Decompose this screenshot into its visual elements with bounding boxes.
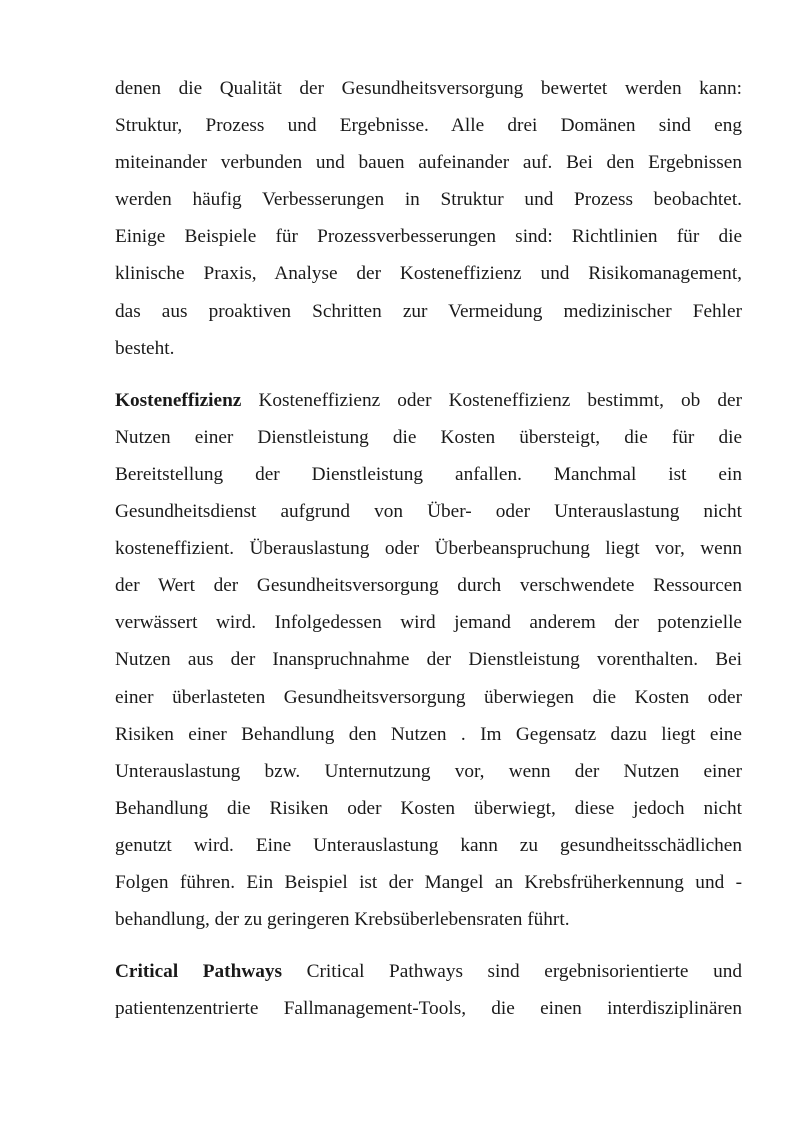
section-heading: Critical Pathways [115,961,283,983]
text-line: klinische Praxis, Analyse der Kosteneffizienz und Risikomanagement, [115,263,742,285]
text-line: verwässert wird. Infolgedessen wird jemand anderem der potenzielle [115,612,742,634]
text-line: Risiken einer Behandlung den Nutzen . Im Gegensatz dazu liegt eine [115,723,742,745]
text-run: Kosteneffizienz oder Kosteneffizienz bestimmt, ob der [241,389,742,411]
text-line: Bereitstellung der Dienstleistung anfallen. Manchmal ist ein [115,463,742,485]
text-line: der Wert der Gesundheitsversorgung durch verschwendete Ressourcen [115,575,742,597]
section-heading: Kosteneffizienz [115,389,242,411]
text-line: Behandlung die Risiken oder Kosten überwiegt, diese jedoch nicht [115,797,742,819]
text-line: einer überlasteten Gesundheitsversorgung überwiegen die Kosten oder [115,686,742,708]
paragraph-kosteneffizienz [115,382,742,938]
text-line: miteinander verbunden und bauen aufeinander auf. Bei den Ergebnissen [115,152,742,174]
text-line: besteht. [115,337,175,359]
text-line: Nutzen einer Dienstleistung die Kosten übersteigt, die für die [115,426,742,448]
text-line [115,382,742,419]
text-line [115,953,742,990]
text-line: Unterauslastung bzw. Unternutzung vor, wenn der Nutzen einer [115,760,742,782]
text-line: Gesundheitsdienst aufgrund von Über- oder Unterauslastung nicht [115,501,742,523]
text-line: werden häufig Verbesserungen in Struktur und Prozess beobachtet. [115,189,742,211]
text-line: das aus proaktiven Schritten zur Vermeidung medizinischer Fehler [115,300,742,322]
text-line: Einige Beispiele für Prozessverbesserungen sind: Richtlinien für die [115,226,742,248]
text-line: Nutzen aus der Inanspruchnahme der Dienstleistung vorenthalten. Bei [115,649,742,671]
text-line: denen die Qualität der Gesundheitsversorgung bewertet werden kann: [115,78,742,99]
text-line: Folgen führen. Ein Beispiel ist der Mangel an Krebsfrüherkennung und - [115,871,742,893]
paragraph-critical-pathways [115,953,742,1027]
text-line: patientenzentrierte Fallmanagement-Tools, die einen interdisziplinären [115,998,742,1020]
text-line: kosteneffizient. Überauslastung oder Überbeanspruchung liegt vor, wenn [115,538,742,560]
paragraph-quality-domains [115,70,742,367]
text-line: behandlung, der zu geringeren Krebsüberlebensraten führt. [115,909,570,931]
text-line: genutzt wird. Eine Unterauslastung kann zu gesundheitsschädlichen [115,834,742,856]
text-run: Critical Pathways sind ergebnisorientierte und [282,961,743,983]
document-page [115,70,742,1027]
text-line: Struktur, Prozess und Ergebnisse. Alle drei Domänen sind eng [115,115,742,137]
